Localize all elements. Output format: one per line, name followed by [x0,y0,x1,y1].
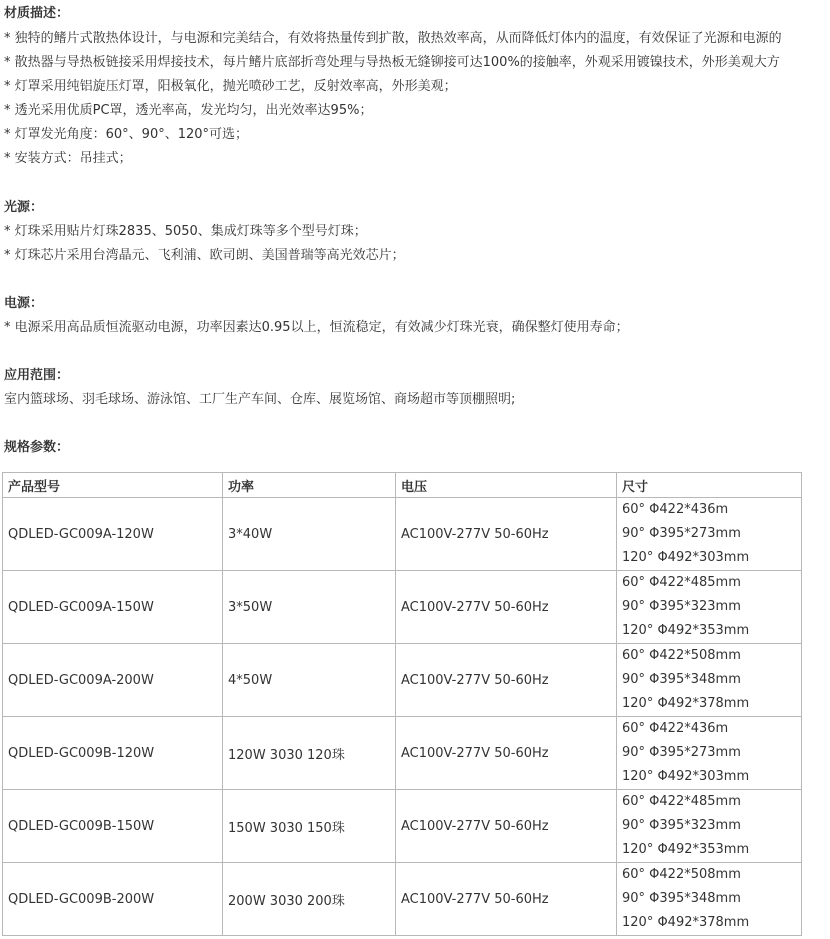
table-row [3,498,802,571]
size-cell [617,644,802,717]
size-cell [617,498,802,571]
power-supply-heading: 电源： [4,296,44,311]
size-120-degree: 120° Φ492*353mm [622,842,750,857]
column-header-size: 尺寸 [617,473,802,498]
light-source-line-leds: * 灯珠采用贴片灯珠2835、5050、集成灯珠等多个型号灯珠； [4,224,367,239]
power-cell: 200W 3030 200珠 [223,863,396,936]
size-60-degree: 60° Φ422*485mm [622,794,741,809]
material-heading: 材质描述： [4,6,70,21]
column-header-model: 产品型号 [3,473,223,498]
material-line-beam-angle: * 灯罩发光角度：60°、90°、120°可选； [4,127,249,142]
model-cell: QDLED-GC009B-200W [3,863,223,936]
size-cell [617,790,802,863]
material-line-welding: * 散热器与导热板链接采用焊接技术，每片鳍片底部折弯处理与导热板无缝铆接可达100%的接触率，外观采用镀镍技术，外形美观大方 [4,55,780,70]
column-header-voltage: 电压 [396,473,617,498]
power-cell: 4*50W [223,644,396,717]
light-source-line-chips: * 灯珠芯片采用台湾晶元、飞利浦、欧司朗、美国普瑞等高光效芯片； [4,248,405,263]
table-row [3,717,802,790]
table-row [3,571,802,644]
material-line-heatsink: * 独特的鳍片式散热体设计，与电源和完美结合，有效将热量传到扩散，散热效率高，从而降低灯体内的温度，有效保证了光源和电源的 [4,31,782,46]
voltage-cell: AC100V-277V 50-60Hz [396,498,617,571]
size-60-degree: 60° Φ422*508mm [622,648,741,663]
voltage-cell: AC100V-277V 50-60Hz [396,571,617,644]
size-90-degree: 90° Φ395*273mm [622,526,741,541]
table-row [3,644,802,717]
table-header-row [3,473,802,498]
size-60-degree: 60° Φ422*436m [622,502,729,517]
voltage-cell: AC100V-277V 50-60Hz [396,717,617,790]
specs-heading: 规格参数： [4,440,70,455]
model-cell: QDLED-GC009A-120W [3,498,223,571]
power-cell: 3*50W [223,571,396,644]
size-90-degree: 90° Φ395*348mm [622,672,741,687]
size-cell [617,571,802,644]
size-90-degree: 90° Φ395*323mm [622,599,741,614]
material-line-mounting: * 安装方式：吊挂式； [4,151,132,166]
voltage-cell: AC100V-277V 50-60Hz [396,790,617,863]
table-row [3,790,802,863]
material-line-reflector: * 灯罩采用纯铝旋压灯罩，阳极氧化，抛光喷砂工艺，反射效率高，外形美观； [4,79,457,94]
size-cell [617,863,802,936]
size-60-degree: 60° Φ422*436m [622,721,729,736]
power-cell: 120W 3030 120珠 [223,717,396,790]
light-source-heading: 光源： [4,200,44,215]
power-cell: 3*40W [223,498,396,571]
model-cell: QDLED-GC009A-150W [3,571,223,644]
size-120-degree: 120° Φ492*303mm [622,769,750,784]
size-90-degree: 90° Φ395*323mm [622,818,741,833]
size-90-degree: 90° Φ395*348mm [622,891,741,906]
size-120-degree: 120° Φ492*353mm [622,623,750,638]
specs-table [2,472,802,936]
size-120-degree: 120° Φ492*303mm [622,550,750,565]
material-line-pc-cover: * 透光采用优质PC罩，透光率高，发光均匀，出光效率达95%； [4,103,373,118]
size-60-degree: 60° Φ422*485mm [622,575,741,590]
voltage-cell: AC100V-277V 50-60Hz [396,863,617,936]
size-cell [617,717,802,790]
power-supply-line-driver: * 电源采用高品质恒流驱动电源，功率因素达0.95以上，恒流稳定，有效减少灯珠光衰，确保整灯使用寿命； [4,320,629,335]
model-cell: QDLED-GC009B-150W [3,790,223,863]
voltage-cell: AC100V-277V 50-60Hz [396,644,617,717]
model-cell: QDLED-GC009B-120W [3,717,223,790]
model-cell: QDLED-GC009A-200W [3,644,223,717]
size-120-degree: 120° Φ492*378mm [622,696,750,711]
size-60-degree: 60° Φ422*508mm [622,867,741,882]
power-cell: 150W 3030 150珠 [223,790,396,863]
column-header-power: 功率 [223,473,396,498]
application-heading: 应用范围： [4,368,70,383]
application-line-venues: 室内篮球场、羽毛球场、游泳馆、工厂生产车间、仓库、展览场馆、商场超市等顶棚照明; [4,392,516,407]
size-90-degree: 90° Φ395*273mm [622,745,741,760]
size-120-degree: 120° Φ492*378mm [622,915,750,930]
table-row [3,863,802,936]
